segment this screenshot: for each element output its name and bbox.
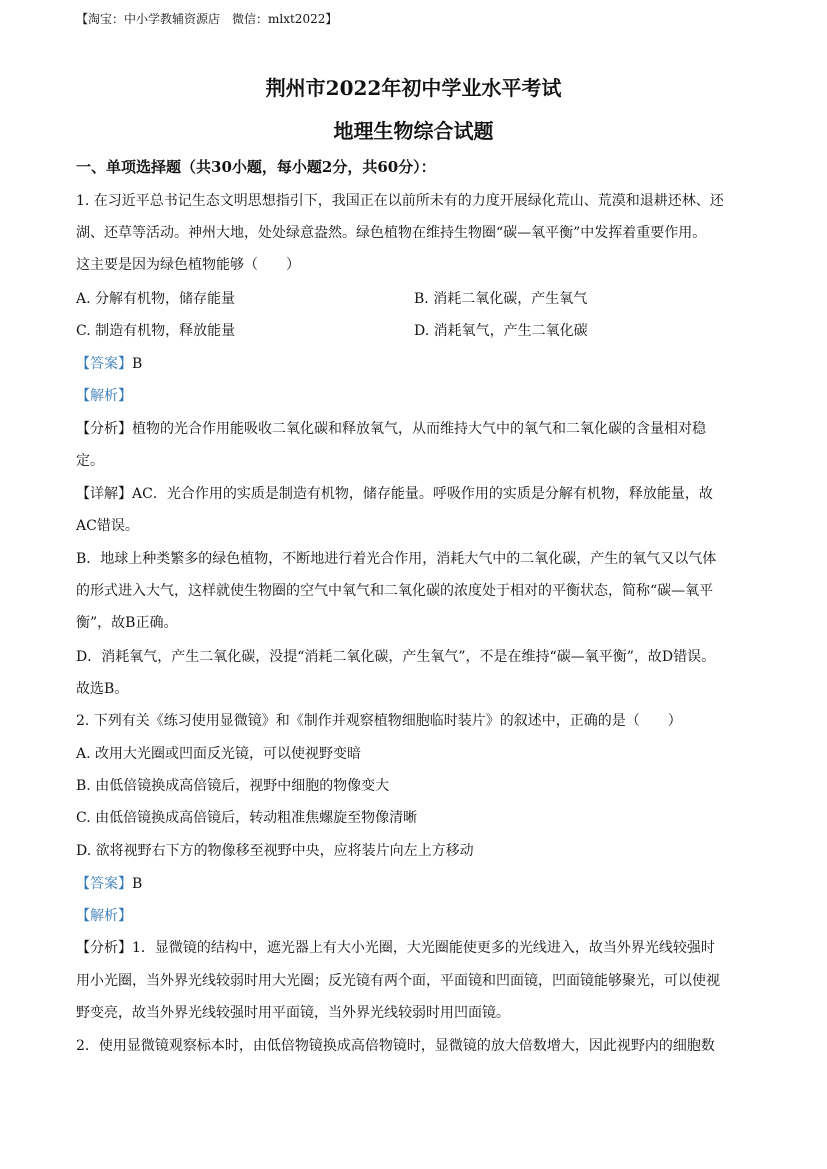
- q2-explanation-line: 用小光圈，当外界光线较弱时用大光圈；反光镜有两个面，平面镜和凹面镜，凹面镜能够聚光，可以使视: [76, 973, 720, 989]
- q1-explanation-line: B．地球上种类繁多的绿色植物，不断地进行着光合作用，消耗大气中的二氧化碳，产生的氧气又以气体: [76, 551, 717, 567]
- q2-answer: [76, 873, 142, 893]
- q1-stem-line: 这主要是因为绿色植物能够（ ）: [76, 257, 300, 273]
- q1-explanation-line: AC错误。: [76, 518, 139, 534]
- q1-explanation-line: 【分析】植物的光合作用能吸收二氧化碳和释放氧气，从而维持大气中的氧气和二氧化碳的含量相对稳: [76, 421, 706, 437]
- q2-explanation-line: 【分析】1．显微镜的结构中，遮光器上有大小光圈，大光圈能使更多的光线进入，故当外界光线较强时: [76, 940, 715, 956]
- q1-explanation-line: 【详解】AC．光合作用的实质是制造有机物，储存能量。呼吸作用的实质是分解有机物，释放能量，故: [76, 486, 713, 502]
- answer-value: B: [132, 356, 143, 372]
- answer-tag: 【答案】: [76, 356, 132, 372]
- q2-option: B. 由低倍镜换成高倍镜后，视野中细胞的物像变大: [76, 778, 390, 794]
- q1-explanation-line: 故选B。: [76, 681, 129, 697]
- q1-analysis-tag: 【解析】: [76, 388, 132, 404]
- exam-subtitle: 地理生物综合试题: [333, 119, 494, 143]
- q1-explanation-line: D．消耗氧气，产生二氧化碳，没提“消耗二氧化碳，产生氧气”，不是在维持“碳—氧平衡”，故D错误。: [76, 649, 716, 665]
- answer-tag: 【答案】: [76, 876, 132, 892]
- q1-explanation-line: 定。: [76, 453, 104, 469]
- q1-option-d: D. 消耗氧气，产生二氧化碳: [414, 323, 588, 339]
- q2-analysis-tag: 【解析】: [76, 908, 132, 924]
- q1-answer: [76, 353, 142, 373]
- section-heading: 一、单项选择题（共30小题，每小题2分，共60分）：: [76, 158, 436, 176]
- exam-title: 荆州市2022年初中学业水平考试: [265, 76, 562, 100]
- q2-explanation-line: 2．使用显微镜观察标本时，由低倍物镜换成高倍物镜时，显微镜的放大倍数增大，因此视野内的细胞数: [76, 1038, 715, 1054]
- q2-option: D. 欲将视野右下方的物像移至视野中央，应将装片向左上方移动: [76, 843, 474, 859]
- q1-stem-line: 湖、还草等活动。神州大地，处处绿意盎然。绿色植物在维持生物圈“碳—氧平衡”中发挥着重要作用。: [76, 225, 707, 241]
- q1-explanation-line: 衡”，故B正确。: [76, 615, 178, 631]
- q1-option-a: A. 分解有机物，储存能量: [76, 291, 236, 307]
- q1-option-b: B. 消耗二氧化碳，产生氧气: [414, 291, 588, 307]
- q2-option: A. 改用大光圈或凹面反光镜，可以使视野变暗: [76, 746, 362, 762]
- q2-explanation-line: 野变亮，故当外界光线较强时用平面镜，当外界光线较弱时用凹面镜。: [76, 1005, 510, 1021]
- q1-stem-line: 1. 在习近平总书记生态文明思想指引下，我国正在以前所未有的力度开展绿化荒山、荒漠和退耕还林、还: [76, 193, 724, 209]
- q1-option-c: C. 制造有机物，释放能量: [76, 323, 236, 339]
- answer-value: B: [132, 876, 143, 892]
- q2-option: C. 由低倍镜换成高倍镜后，转动粗准焦螺旋至物像清晰: [76, 810, 418, 826]
- q1-explanation-line: 的形式进入大气，这样就使生物圈的空气中氧气和二氧化碳的浓度处于相对的平衡状态，简称“碳—氧平: [76, 583, 714, 599]
- q2-stem: 2. 下列有关《练习使用显微镜》和《制作并观察植物细胞临时装片》的叙述中，正确的是（ ）: [76, 713, 682, 729]
- header-note: 【淘宝：中小学教辅资源店 微信：mlxt2022】: [76, 12, 338, 26]
